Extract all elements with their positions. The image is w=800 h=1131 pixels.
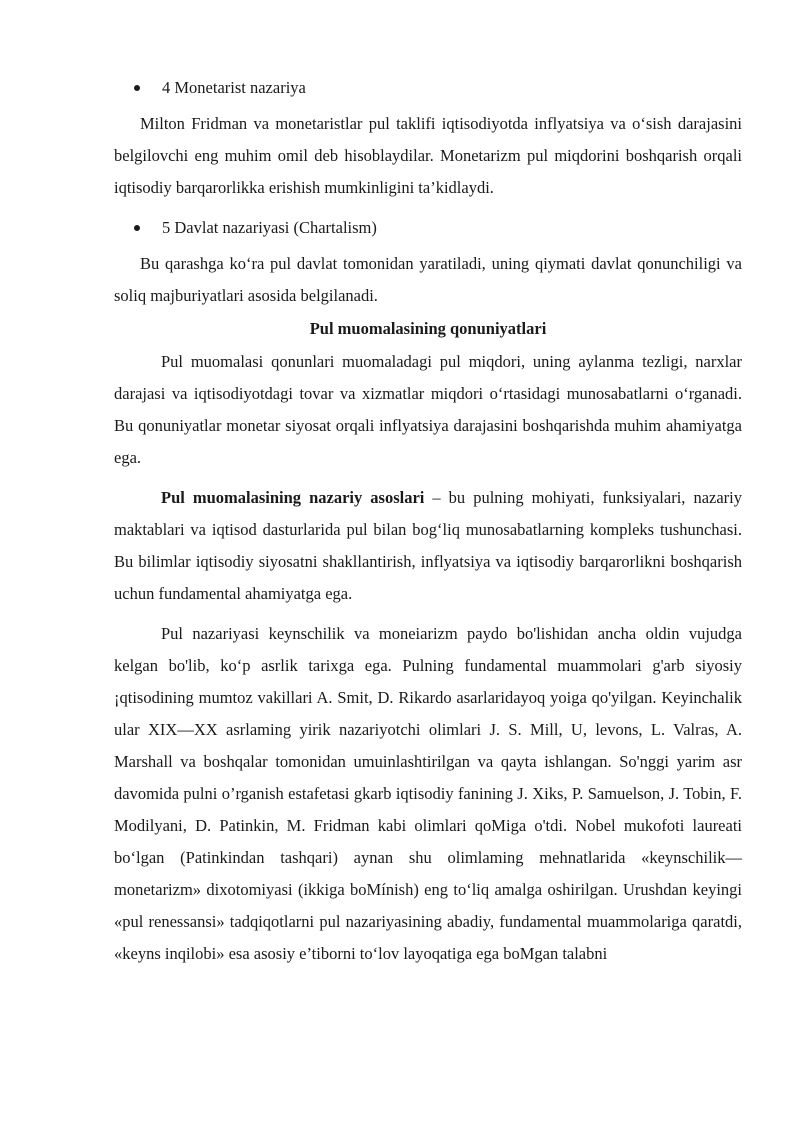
- paragraph-history: Pul nazariyasi keynschilik va moneiarizm paydo bo'lishidan ancha oldin vujudga kelgan bo'lib, ko‘p asrlik tarixga ega. Pulning fundamental muammolari g'arb siyosiy ¡qtisodining mumtoz vakillari A. Smit, D. Rikardo asarlaridayoq yoiga qo'yilgan. Keyinchalik ular XIX—XX asrlaming yirik nazariyotchi olimlari J. S. Mill, U, levons, L. Valras, A. Marshall va boshqalar tomonidan umuinlashtirilgan va qayta ishlangan. So'nggi yarim asr davomida pulni o’rganish estafetasi gkarb iqtisodiy fanining J. Xiks, P. Samuelson, J. Tobin, F. Modilyani, D. Patinkin, M. Fridman kabi olimlari qoMiga o'tdi. Nobel mukofoti laureati bo‘lgan (Patinkindan tashqari) aynan shu olimlaming mehnatlarida «keynschilik— monetarizm» dixotomiyasi (ikkiga boMínish) eng to‘liq amalga oshirilgan. Urushdan keyingi «pul renessansi» tadqiqotlarni pul nazariyasining abadiy, fundamental muammolariga qaratdi, «keyns inqilobi» esa asosiy e’tiborni to‘lov layoqatiga ega boMgan talabni: [114, 624, 742, 963]
- paragraph-rest: – bu pulning mohiyati, funksiyalari, nazariy maktablari va iqtisod dasturlarida pul bilan bog‘liq munosabatlarning kompleks tushunchasi. Bu bilimlar iqtisodiy siyosatni shakllantirish, inflyatsiya va iqtisodiy barqarorlikni boshqarish uchun fundamental ahamiyatga ega.: [114, 488, 742, 603]
- paragraph-monetarism: Milton Fridman va monetaristlar pul taklifi iqtisodiyotda inflyatsiya va o‘sish darajasini belgilovchi eng muhim omil deb hisoblaydilar. Monetarizm pul miqdorini boshqarish orqali iqtisodiy barqarorlikka erishish mumkinligini ta’kidlaydi.: [114, 114, 742, 197]
- bullet-dot-icon: [134, 225, 140, 231]
- bullet-dot-icon: [134, 85, 140, 91]
- bullet-item-chartalism: [114, 212, 742, 244]
- paragraph-laws: Pul muomalasi qonunlari muomaladagi pul miqdori, uning aylanma tezligi, narxlar darajasi va iqtisodiyotdagi tovar va xizmatlar miqdori o‘rtasidagi munosabatlarni o‘rganadi. Bu qonuniyatlar monetar siyosat orqali inflyatsiya darajasini boshqarishda muhim ahamiyatga ega.: [114, 352, 742, 467]
- bullet-text: 5 Davlat nazariyasi (Chartalism): [162, 218, 377, 237]
- document-page: [114, 72, 742, 970]
- bold-term: Pul muomalasining nazariy asoslari: [161, 488, 425, 507]
- paragraph-theoretical-basis: [114, 482, 742, 610]
- bullet-text: 4 Monetarist nazariya: [162, 78, 306, 97]
- paragraph-chartalism: Bu qarashga ko‘ra pul davlat tomonidan yaratiladi, uning qiymati davlat qonunchiligi va soliq majburiyatlari asosida belgilanadi.: [114, 254, 742, 305]
- section-heading: Pul muomalasining qonuniyatlari: [309, 319, 547, 338]
- bullet-item-monetarist: [114, 72, 742, 104]
